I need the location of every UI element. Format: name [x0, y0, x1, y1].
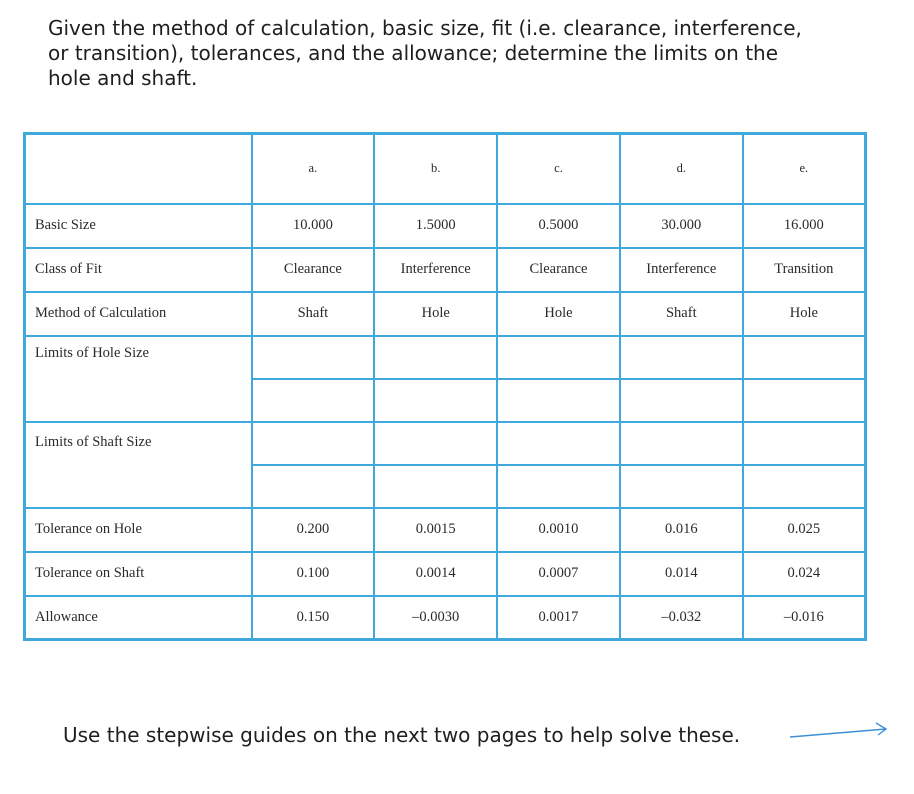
shaft-limit-lower-b [374, 465, 497, 508]
class-of-fit-row [25, 248, 866, 292]
method-c: Hole [497, 292, 620, 336]
class-of-fit-e: Transition [743, 248, 866, 292]
tolerance-hole-e: 0.025 [743, 508, 866, 552]
method-a: Shaft [252, 292, 375, 336]
basic-size-e: 16.000 [743, 204, 866, 248]
class-of-fit-d: Interference [620, 248, 743, 292]
fit-table [23, 132, 867, 641]
shaft-limit-upper-a [252, 422, 375, 465]
basic-size-a: 10.000 [252, 204, 375, 248]
tolerance-shaft-b: 0.0014 [374, 552, 497, 596]
row-label-class-of-fit: Class of Fit [25, 248, 252, 292]
shaft-limit-upper-b [374, 422, 497, 465]
hole-limit-upper-c [497, 336, 620, 379]
tolerance-hole-row [25, 508, 866, 552]
column-header-e: e. [743, 134, 866, 204]
row-label-shaft-limits: Limits of Shaft Size [25, 422, 252, 508]
basic-size-d: 30.000 [620, 204, 743, 248]
class-of-fit-b: Interference [374, 248, 497, 292]
row-label-tolerance-shaft: Tolerance on Shaft [25, 552, 252, 596]
row-label-method: Method of Calculation [25, 292, 252, 336]
hole-limit-lower-b [374, 379, 497, 422]
tolerance-hole-c: 0.0010 [497, 508, 620, 552]
shaft-limit-lower-c [497, 465, 620, 508]
allowance-b: –0.0030 [374, 596, 497, 640]
tolerance-hole-d: 0.016 [620, 508, 743, 552]
footer-note: Use the stepwise guides on the next two pages to help solve these. [63, 723, 741, 747]
tolerance-shaft-a: 0.100 [252, 552, 375, 596]
header-row [25, 134, 866, 204]
allowance-row [25, 596, 866, 640]
right-arrow-icon [790, 720, 890, 742]
allowance-e: –0.016 [743, 596, 866, 640]
class-of-fit-c: Clearance [497, 248, 620, 292]
shaft-limit-upper-c [497, 422, 620, 465]
basic-size-row [25, 204, 866, 248]
hole-limit-upper-b [374, 336, 497, 379]
row-label-allowance: Allowance [25, 596, 252, 640]
method-e: Hole [743, 292, 866, 336]
column-header-d: d. [620, 134, 743, 204]
hole-limits-row-upper [25, 336, 866, 379]
class-of-fit-a: Clearance [252, 248, 375, 292]
allowance-d: –0.032 [620, 596, 743, 640]
method-d: Shaft [620, 292, 743, 336]
column-header-a: a. [252, 134, 375, 204]
shaft-limit-upper-e [743, 422, 866, 465]
hole-limit-lower-e [743, 379, 866, 422]
instructions-text: Given the method of calculation, basic size, fit (i.e. clearance, interference, or transition), tolerances, and the allowance; determine the limits on the hole and shaft. [48, 16, 802, 90]
shaft-limit-lower-d [620, 465, 743, 508]
tolerance-shaft-e: 0.024 [743, 552, 866, 596]
shaft-limit-lower-e [743, 465, 866, 508]
hole-limit-upper-d [620, 336, 743, 379]
tolerance-shaft-row [25, 552, 866, 596]
hole-limit-lower-c [497, 379, 620, 422]
row-label-hole-limits: Limits of Hole Size [25, 336, 252, 422]
method-b: Hole [374, 292, 497, 336]
method-row [25, 292, 866, 336]
tolerance-shaft-d: 0.014 [620, 552, 743, 596]
allowance-c: 0.0017 [497, 596, 620, 640]
column-header-c: c. [497, 134, 620, 204]
shaft-limit-lower-a [252, 465, 375, 508]
hole-limit-upper-a [252, 336, 375, 379]
hole-limit-lower-a [252, 379, 375, 422]
header-corner-cell [25, 134, 252, 204]
tolerance-hole-a: 0.200 [252, 508, 375, 552]
hole-limit-upper-e [743, 336, 866, 379]
basic-size-c: 0.5000 [497, 204, 620, 248]
shaft-limit-upper-d [620, 422, 743, 465]
hole-limit-lower-d [620, 379, 743, 422]
column-header-b: b. [374, 134, 497, 204]
shaft-limits-row-upper [25, 422, 866, 465]
row-label-basic-size: Basic Size [25, 204, 252, 248]
basic-size-b: 1.5000 [374, 204, 497, 248]
tolerance-shaft-c: 0.0007 [497, 552, 620, 596]
tolerance-hole-b: 0.0015 [374, 508, 497, 552]
allowance-a: 0.150 [252, 596, 375, 640]
row-label-tolerance-hole: Tolerance on Hole [25, 508, 252, 552]
